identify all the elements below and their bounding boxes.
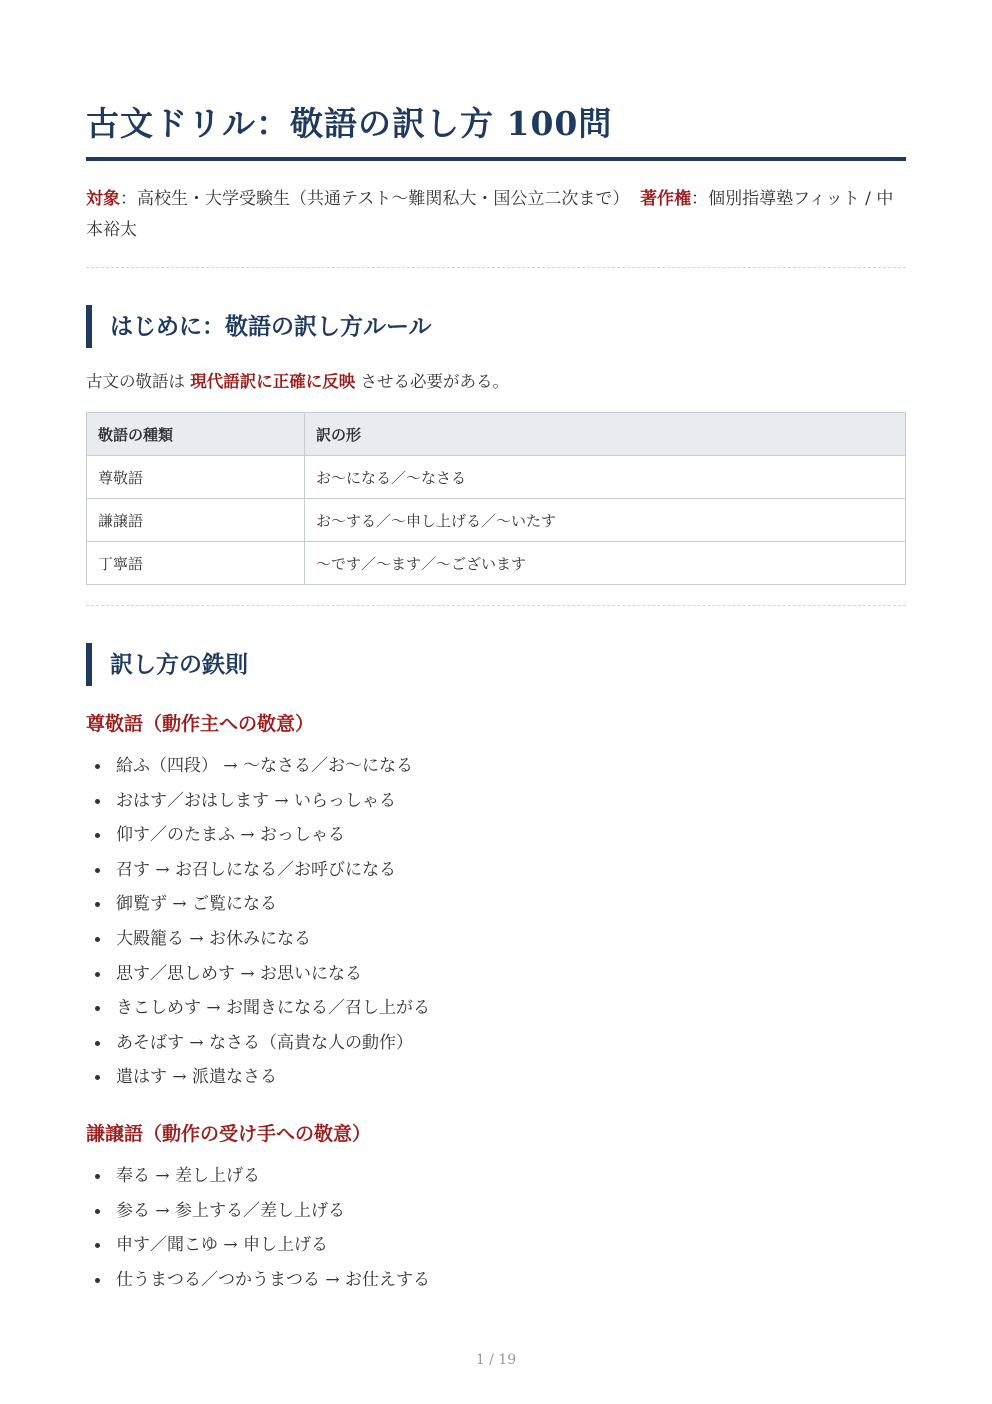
list-item-text: 給ふ（四段） → 〜なさる／お〜になる: [116, 756, 414, 776]
bullet: [95, 1174, 100, 1179]
intro-text-before: 古文の敬語は: [86, 372, 185, 391]
title-underline: [86, 157, 906, 161]
table-cell: お〜する／〜申し上げる／〜いたす: [305, 499, 906, 542]
bullet: [95, 833, 100, 838]
copyright-value: ：個別指導塾フィット / 中本裕太: [86, 189, 894, 240]
table-cell: 謙譲語: [87, 499, 305, 542]
intro-text-after: させる必要がある。: [360, 372, 509, 391]
list-item: [86, 1263, 430, 1298]
list-item: [86, 1026, 430, 1061]
bullet: [95, 902, 100, 907]
target-value: ：高校生・大学受験生（共通テスト〜難関私大・国公立二次まで）: [120, 189, 630, 209]
list-item-text: 遣はす → 派遣なさる: [116, 1067, 278, 1088]
list-item: [86, 818, 430, 853]
table-row: [87, 456, 906, 499]
section-divider: [86, 267, 906, 268]
list-item: [86, 1194, 430, 1229]
sonkeigo-list: [86, 749, 430, 1095]
list-item: [86, 922, 430, 957]
table-header-row: [87, 413, 906, 456]
table-cell: 尊敬語: [87, 456, 305, 499]
page-title: 古文ドリル：敬語の訳し方 100問: [86, 104, 613, 143]
bullet: [95, 937, 100, 942]
document-meta: [86, 184, 906, 246]
bullet: [95, 764, 100, 769]
list-item-text: 仰す／のたまふ → おっしゃる: [116, 825, 346, 846]
subheading-kenjougo: 謙譲語（動作の受け手への敬意）: [86, 1123, 372, 1145]
subheading-sonkeigo: 尊敬語（動作主への敬意）: [86, 713, 315, 735]
section-divider: [86, 605, 906, 606]
bullet: [95, 1075, 100, 1080]
honorific-rules-table: [86, 412, 906, 585]
list-item: [86, 749, 430, 784]
bullet: [95, 868, 100, 873]
page-number: 1 / 19: [475, 1352, 517, 1368]
bullet: [95, 1243, 100, 1248]
bullet: [95, 972, 100, 977]
column-header-form: 訳の形: [305, 413, 906, 456]
list-item: [86, 1159, 430, 1194]
table-row: [87, 542, 906, 585]
column-header-type: 敬語の種類: [87, 413, 305, 456]
kenjougo-list: [86, 1159, 430, 1297]
list-item: [86, 784, 430, 819]
list-item: [86, 887, 430, 922]
list-item-text: 召す → お召しになる／お呼びになる: [116, 859, 397, 880]
table-cell: 丁寧語: [87, 542, 305, 585]
table-row: [87, 499, 906, 542]
table-cell: お〜になる／〜なさる: [305, 456, 906, 499]
bullet: [95, 1006, 100, 1011]
list-item-text: 思す／思しめす → お思いになる: [116, 963, 363, 984]
bullet: [95, 1041, 100, 1046]
bullet: [95, 1278, 100, 1283]
list-item: [86, 1060, 430, 1095]
intro-emphasis: 現代語訳に正確に反映: [190, 372, 356, 391]
list-item-text: あそばす → なさる（高貴な人の動作）: [116, 1032, 414, 1053]
list-item: [86, 991, 430, 1026]
list-item-text: 申す／聞こゆ → 申し上げる: [116, 1235, 329, 1256]
list-item-text: 奉る → 差し上げる: [116, 1166, 261, 1186]
intro-paragraph: [86, 369, 509, 395]
target-label: 対象: [86, 189, 120, 209]
list-item-text: 御覧ず → ご覧になる: [116, 894, 278, 915]
section-heading-rules: 訳し方の鉄則: [86, 643, 248, 686]
list-item-text: 参る → 参上する／差し上げる: [116, 1200, 346, 1221]
section-heading-intro: はじめに：敬語の訳し方ルール: [86, 305, 432, 348]
list-item: [86, 957, 430, 992]
bullet: [95, 1209, 100, 1214]
list-item-text: 仕うまつる／つかうまつる → お仕えする: [116, 1269, 431, 1290]
list-item-text: 大殿籠る → お休みになる: [116, 928, 312, 949]
list-item-text: おはす／おはします → いらっしゃる: [116, 790, 397, 811]
copyright-label: 著作権: [640, 189, 692, 209]
list-item: [86, 853, 430, 888]
bullet: [95, 799, 100, 804]
table-cell: 〜です／〜ます／〜ございます: [305, 542, 906, 585]
list-item: [86, 1228, 430, 1263]
list-item-text: きこしめす → お聞きになる／召し上がる: [116, 998, 431, 1019]
